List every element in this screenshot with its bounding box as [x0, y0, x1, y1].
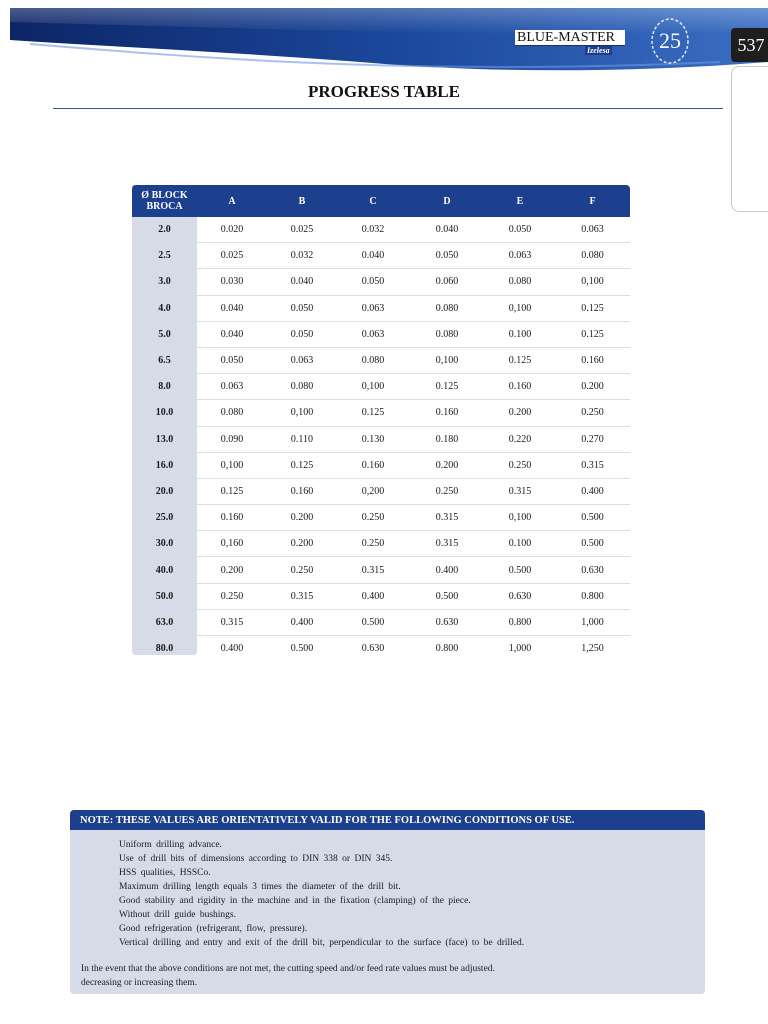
- value-cell: 0.060: [409, 269, 485, 295]
- table-row: [132, 269, 630, 295]
- value-cell: 0,160: [197, 531, 267, 557]
- table-header-row: [132, 185, 630, 217]
- value-cell: 0.030: [197, 269, 267, 295]
- value-cell: 0.040: [197, 295, 267, 321]
- value-cell: 0.080: [485, 269, 555, 295]
- progress-table: [132, 185, 630, 661]
- anniversary-emblem-icon: [648, 14, 692, 68]
- header-col-a: A: [197, 185, 267, 217]
- title-divider: [53, 108, 723, 109]
- value-cell: 0.100: [485, 531, 555, 557]
- table-row: [132, 505, 630, 531]
- value-cell: 0.040: [197, 321, 267, 347]
- value-cell: 0.250: [337, 531, 409, 557]
- table-row: [132, 636, 630, 662]
- value-cell: 0.250: [267, 557, 337, 583]
- value-cell: 0.200: [555, 374, 630, 400]
- table-row: [132, 295, 630, 321]
- value-cell: 0.400: [220, 643, 244, 655]
- note-footer: [81, 962, 695, 990]
- value-cell: 0.200: [197, 557, 267, 583]
- value-cell: 0.250: [409, 478, 485, 504]
- value-cell: 0.080: [267, 374, 337, 400]
- value-cell: 0.080: [409, 321, 485, 347]
- note-footer-line1: In the event that the above conditions are not met, the cutting speed and/or feed rate values must be adjusted.: [81, 964, 495, 974]
- value-cell: 0.125: [409, 374, 485, 400]
- value-cell: 0.160: [409, 400, 485, 426]
- diameter-cell: 3.0: [158, 276, 171, 288]
- condition-item: Vertical drilling and entry and exit of the drill bit, perpendicular to the surface (face) to be drilled.: [119, 938, 525, 948]
- value-cell: 0.063: [337, 321, 409, 347]
- value-cell: 0.080: [197, 400, 267, 426]
- value-cell: 0.050: [485, 217, 555, 243]
- value-cell: 0,100: [197, 452, 267, 478]
- value-cell: 0.160: [197, 505, 267, 531]
- table-row: [132, 557, 630, 583]
- value-cell: 0.160: [485, 374, 555, 400]
- diameter-cell: 10.0: [155, 407, 174, 419]
- table-row: [132, 321, 630, 347]
- value-cell: 0.050: [267, 321, 337, 347]
- value-cell: 0.500: [290, 643, 314, 655]
- diameter-cell: 13.0: [155, 433, 174, 445]
- value-cell: 0,100: [267, 400, 337, 426]
- value-cell: 0,100: [337, 374, 409, 400]
- value-cell: 0.630: [361, 643, 385, 655]
- diameter-cell: 30.0: [155, 538, 174, 550]
- value-cell: 0.200: [485, 400, 555, 426]
- note-footer-line2: decreasing or increasing them.: [81, 978, 198, 988]
- diameter-cell: 5.0: [158, 328, 171, 340]
- value-cell: 0.500: [485, 557, 555, 583]
- value-cell: 0.100: [485, 321, 555, 347]
- value-cell: 0.080: [555, 243, 630, 269]
- brand-logo: BLUE-MASTER: [515, 30, 625, 46]
- value-cell: 0.032: [337, 217, 409, 243]
- value-cell: 0.250: [337, 505, 409, 531]
- value-cell: 0.040: [267, 269, 337, 295]
- value-cell: 0.200: [409, 452, 485, 478]
- conditions-list: [119, 838, 705, 950]
- value-cell: 0.200: [267, 531, 337, 557]
- header-col-f: F: [555, 185, 630, 217]
- value-cell: 0.090: [197, 426, 267, 452]
- table-row: [132, 400, 630, 426]
- value-cell: 0,100: [555, 269, 630, 295]
- value-cell: 0.125: [555, 321, 630, 347]
- value-cell: 0.063: [337, 295, 409, 321]
- progress-table-container: [132, 185, 630, 661]
- value-cell: 0.050: [409, 243, 485, 269]
- page-number: 537: [731, 28, 768, 62]
- table-body: [132, 217, 630, 661]
- table-row: [132, 426, 630, 452]
- value-cell: 0.063: [197, 374, 267, 400]
- value-cell: 0.220: [485, 426, 555, 452]
- value-cell: 0.125: [197, 478, 267, 504]
- value-cell: 0.270: [555, 426, 630, 452]
- value-cell: 0.160: [555, 347, 630, 373]
- condition-item: Maximum drilling length equals 3 times the diameter of the drill bit.: [119, 882, 401, 892]
- diameter-cell: 4.0: [158, 302, 171, 314]
- value-cell: 0.800: [555, 583, 630, 609]
- value-cell: 0.800: [435, 643, 459, 655]
- value-cell: 0.063: [267, 347, 337, 373]
- header-col-b: B: [267, 185, 337, 217]
- value-cell: 0,100: [409, 347, 485, 373]
- condition-item: Uniform drilling advance.: [119, 840, 222, 850]
- value-cell: 0.800: [485, 609, 555, 635]
- value-cell: 0.315: [409, 505, 485, 531]
- value-cell: 0.130: [337, 426, 409, 452]
- table-row: [132, 478, 630, 504]
- value-cell: 0.160: [267, 478, 337, 504]
- table-row: [132, 531, 630, 557]
- header-diameter-line1: Ø BLOCK: [141, 190, 188, 201]
- value-cell: 0.040: [337, 243, 409, 269]
- condition-item: HSS qualities, HSSCo.: [119, 868, 211, 878]
- note-heading: NOTE: THESE VALUES ARE ORIENTATIVELY VALID FOR THE FOLLOWING CONDITIONS OF USE.: [70, 810, 705, 830]
- conditions-note: [70, 810, 705, 994]
- diameter-cell: 50.0: [155, 590, 174, 602]
- value-cell: 0.050: [267, 295, 337, 321]
- condition-item: Good refrigeration (refrigerant, flow, pressure).: [119, 924, 308, 934]
- value-cell: 1,000: [508, 643, 532, 655]
- value-cell: 0.180: [409, 426, 485, 452]
- value-cell: 0.025: [267, 217, 337, 243]
- value-cell: 0.400: [409, 557, 485, 583]
- value-cell: 0.125: [485, 347, 555, 373]
- value-cell: 0.125: [267, 452, 337, 478]
- condition-item: Good stability and rigidity in the machine and in the fixation (clamping) of the piece.: [119, 896, 471, 906]
- diameter-cell: 40.0: [155, 564, 174, 576]
- value-cell: 0.063: [555, 217, 630, 243]
- diameter-cell: 2.0: [158, 224, 171, 236]
- value-cell: 0.050: [197, 347, 267, 373]
- value-cell: 0.400: [555, 478, 630, 504]
- table-row: [132, 609, 630, 635]
- diameter-cell: 2.5: [158, 250, 171, 262]
- value-cell: 0.160: [337, 452, 409, 478]
- value-cell: 0.250: [485, 452, 555, 478]
- value-cell: 0.250: [555, 400, 630, 426]
- value-cell: 0.400: [337, 583, 409, 609]
- value-cell: 0,100: [485, 295, 555, 321]
- value-cell: 0.630: [485, 583, 555, 609]
- diameter-cell: 25.0: [155, 512, 174, 524]
- value-cell: 1,250: [581, 643, 604, 655]
- table-row: [132, 583, 630, 609]
- value-cell: 0.630: [555, 557, 630, 583]
- header-diameter: [132, 185, 197, 217]
- diameter-cell: 63.0: [155, 616, 174, 628]
- page-title: PROGRESS TABLE: [308, 82, 460, 101]
- diameter-cell: 16.0: [155, 459, 174, 471]
- value-cell: 0.500: [337, 609, 409, 635]
- table-row: [132, 217, 630, 243]
- value-cell: 0.063: [485, 243, 555, 269]
- header-diameter-line2: BROCA: [146, 201, 183, 212]
- table-row: [132, 347, 630, 373]
- value-cell: 1,000: [555, 609, 630, 635]
- value-cell: 0.020: [197, 217, 267, 243]
- anniversary-number: 25: [659, 28, 681, 53]
- value-cell: 0.040: [409, 217, 485, 243]
- header-col-c: C: [337, 185, 409, 217]
- header-col-d: D: [409, 185, 485, 217]
- value-cell: 0.500: [555, 505, 630, 531]
- value-cell: 0.250: [197, 583, 267, 609]
- value-cell: 0.500: [555, 531, 630, 557]
- value-cell: 0.315: [409, 531, 485, 557]
- value-cell: 0.025: [197, 243, 267, 269]
- value-cell: 0.080: [337, 347, 409, 373]
- value-cell: 0.110: [267, 426, 337, 452]
- diameter-cell: 20.0: [155, 485, 174, 497]
- condition-item: Without drill guide bushings.: [119, 910, 236, 920]
- value-cell: 0.315: [337, 557, 409, 583]
- value-cell: 0.400: [267, 609, 337, 635]
- value-cell: 0.500: [409, 583, 485, 609]
- value-cell: 0.032: [267, 243, 337, 269]
- value-cell: 0.315: [197, 609, 267, 635]
- table-row: [132, 452, 630, 478]
- table-row: [132, 243, 630, 269]
- table-row: [132, 374, 630, 400]
- value-cell: 0.050: [337, 269, 409, 295]
- value-cell: 0.315: [555, 452, 630, 478]
- value-cell: 0.630: [409, 609, 485, 635]
- value-cell: 0.315: [267, 583, 337, 609]
- value-cell: 0.125: [337, 400, 409, 426]
- diameter-cell: 8.0: [158, 381, 171, 393]
- header-col-e: E: [485, 185, 555, 217]
- diameter-cell: 80.0: [155, 643, 174, 655]
- condition-item: Use of drill bits of dimensions according to DIN 338 or DIN 345.: [119, 854, 393, 864]
- value-cell: 0.315: [485, 478, 555, 504]
- diameter-cell: 6.5: [158, 355, 171, 367]
- brand-sublogo: Izelesa: [587, 46, 610, 55]
- value-cell: 0,100: [485, 505, 555, 531]
- value-cell: 0.200: [267, 505, 337, 531]
- value-cell: 0,200: [337, 478, 409, 504]
- value-cell: 0.125: [555, 295, 630, 321]
- value-cell: 0.080: [409, 295, 485, 321]
